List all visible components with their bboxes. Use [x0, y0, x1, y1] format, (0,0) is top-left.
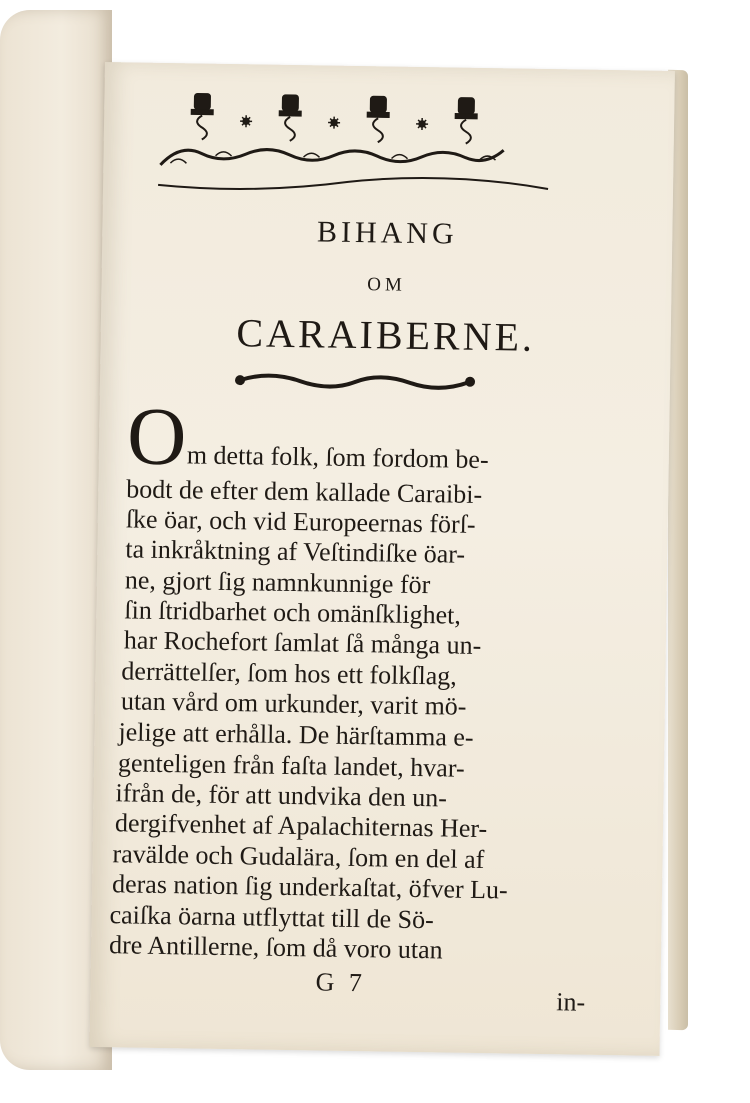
- text-line: ſin ſtridbarhet och omänſklighet,: [124, 595, 462, 630]
- heading-bihang: BIHANG: [316, 215, 458, 251]
- text-line: m detta folk, ſom fordom be-: [186, 440, 489, 475]
- text-line: utan vård om urkunder, varit mö-: [120, 686, 467, 721]
- urn-icon: [455, 98, 478, 144]
- ornament-headpiece: [155, 85, 552, 201]
- catchword: in-: [556, 987, 586, 1017]
- text-line: dre Antillerne, ſom då voro utan: [108, 930, 443, 965]
- text-line: ta inkråktning af Veſtindiſke öar-: [125, 534, 466, 569]
- heading-om: OM: [367, 274, 407, 296]
- garland-icon: [160, 145, 503, 170]
- drop-cap: O: [126, 390, 188, 483]
- text-line: ravälde och Gudalära, ſom en del af: [112, 839, 485, 875]
- text-line: genteligen från faſta landet, hvar-: [117, 748, 465, 783]
- signature-mark: G 7: [315, 967, 367, 998]
- urn-icon: [367, 96, 390, 142]
- ornament-divider: [232, 364, 477, 398]
- text-line: caiſka öarna utflyttat till de Sö-: [109, 900, 434, 935]
- star-icon: [240, 115, 428, 130]
- rule-line: [158, 174, 548, 194]
- text-line: ifrån de, för att undvika den un-: [115, 778, 448, 813]
- book-page: [90, 62, 675, 1056]
- text-line: ſke öar, och vid Europeernas förſ-: [125, 504, 476, 539]
- text-line: jelige att erhålla. De härſtamma e-: [118, 717, 474, 752]
- heading-caraiberne: CARAIBERNE.: [236, 310, 536, 360]
- text-line: derrättelſer, ſom hos ett folkſlag,: [121, 656, 458, 691]
- urn-icon: [279, 95, 302, 141]
- text-line: deras nation ſig underkaſtat, öfver Lu-: [111, 869, 508, 905]
- text-line: har Rochefort ſamlat ſå många un-: [123, 625, 482, 660]
- urn-icon: [191, 93, 214, 139]
- text-line: dergifvenhet af Apalachiternas Her-: [114, 808, 488, 844]
- text-line: ne, gjort ſig namnkunnige för: [124, 565, 431, 600]
- text-line: bodt de efter dem kallade Caraibi-: [126, 474, 483, 509]
